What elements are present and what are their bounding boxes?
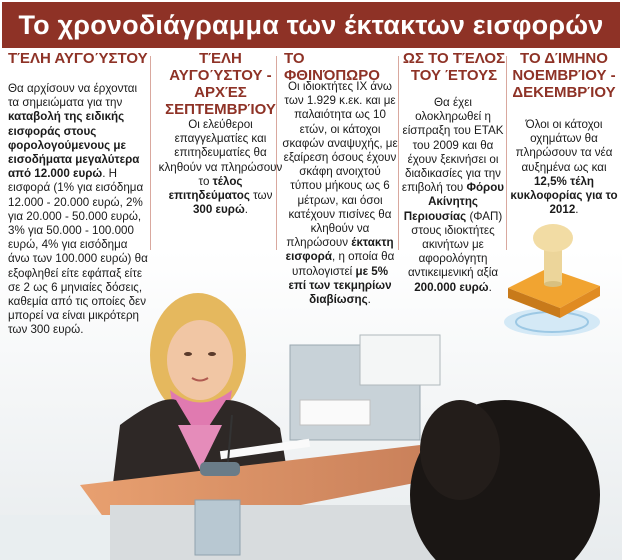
text-segment: των: [249, 189, 273, 203]
column-header-2: ΤΈΛΗ ΑΥΓΟΎΣΤΟΥ - ΑΡΧΈΣ ΣΕΠΤΕΜΒΡΊΟΥ: [165, 50, 276, 118]
text-segment: Όλοι οι κάτοχοι οχημάτων θα πληρώσουν τα νέα αυξημένα ως και: [515, 118, 613, 174]
bold-text-segment: Φόρου Ακίνητης Περιουσίας: [403, 181, 505, 223]
rubber-stamp-image: [500, 210, 610, 340]
column-text-4: [400, 96, 506, 295]
text-segment: .: [575, 203, 579, 217]
column-header-1: ΤΈΛΗ ΑΥΓΟΎΣΤΟΥ: [8, 50, 148, 67]
text-segment: Οι ελεύθεροι επαγγελματίες και επιτηδευματίες θα κληθούν να πληρώσουν το: [158, 118, 283, 188]
text-segment: .: [367, 293, 371, 307]
text-segment: .: [244, 203, 249, 217]
text-segment: Οι ιδιοκτήτες ΙΧ άνω των 1.929 κ.εκ. και με παλαιότητα ως 10 ετών, οι κάτοχοι σκαφών αναψυχής, με εξαίρεση όσους έχουν σκάφη ανοιχτού τύπου μήκους ως 6 μέτρων, και όσοι κατέχουν πισίνες θα κληθούν να πληρώσουν: [282, 80, 398, 250]
bold-text-segment: έκτακτη εισφορά: [285, 236, 394, 264]
text-segment: .: [488, 280, 492, 294]
bold-text-segment: 12,5% τέλη κυκλοφορίας για το 2012: [510, 174, 618, 217]
bold-text-segment: 300 ευρώ: [192, 203, 245, 217]
column-text-3: [282, 80, 398, 307]
column-text-5: [510, 118, 618, 217]
column-text-2: [158, 118, 283, 217]
column-header-3: ΤΟ ΦΘΙΝΌΠΩΡΟ: [284, 50, 380, 84]
bold-text-segment: 200.000 ευρώ: [414, 280, 489, 294]
text-segment: , η οποία θα υπολογιστεί: [291, 250, 395, 278]
text-segment: Θα αρχίσουν να έρχονται τα σημειώματα για την: [8, 82, 138, 110]
title-bar: [2, 2, 620, 48]
bold-text-segment: καταβολή της ειδικής εισφοράς στους φορολογούμενους με εισοδήματα μεγαλύτερα από 12.000 ευρώ: [8, 110, 140, 181]
column-text-1: [8, 82, 148, 338]
column-header-4: ΩΣ ΤΟ ΤΈΛΟΣ ΤΟΥ ΈΤΟΥΣ: [402, 50, 506, 84]
bold-text-segment: με 5% επί των τεκμηρίων διαβίωσης: [288, 264, 392, 307]
bold-text-segment: τέλος επιτηδεύματος: [168, 174, 250, 203]
text-segment: Θα έχει ολοκληρωθεί η είσπραξη του ΕΤΑΚ του 2009 και θα έχουν ξεκινήσει οι διαδικασίες για την επιβολή του: [401, 96, 504, 195]
column-header-5: ΤΟ ΔΊΜΗΝΟ ΝΟΕΜΒΡΊΟΥ - ΔΕΚΕΜΒΡΊΟΥ: [512, 50, 616, 101]
text-segment: . Η εισφορά (1% για εισόδημα 12.000 - 20.000 ευρώ, 2% για 20.000 - 50.000 ευρώ, 3% για 50.000 - 100.000 ευρώ, 4% για εισόδημα άνω των 100.000 ευρώ) θα εξοφληθεί είτε εφάπαξ είτε σε 2 ως 6 μηνιαίες δόσεις, καθεμία από τις οποίες δεν μπορεί να είναι μικρότερη των 300 ευρώ.: [8, 167, 148, 337]
page-title: Το χρονοδιάγραμμα των έκτακτων εισφορών: [18, 9, 604, 40]
text-segment: (ΦΑΠ) στους ιδιοκτήτες ακινήτων με αφορολόγητη αντικειμενική αξία: [407, 209, 503, 280]
